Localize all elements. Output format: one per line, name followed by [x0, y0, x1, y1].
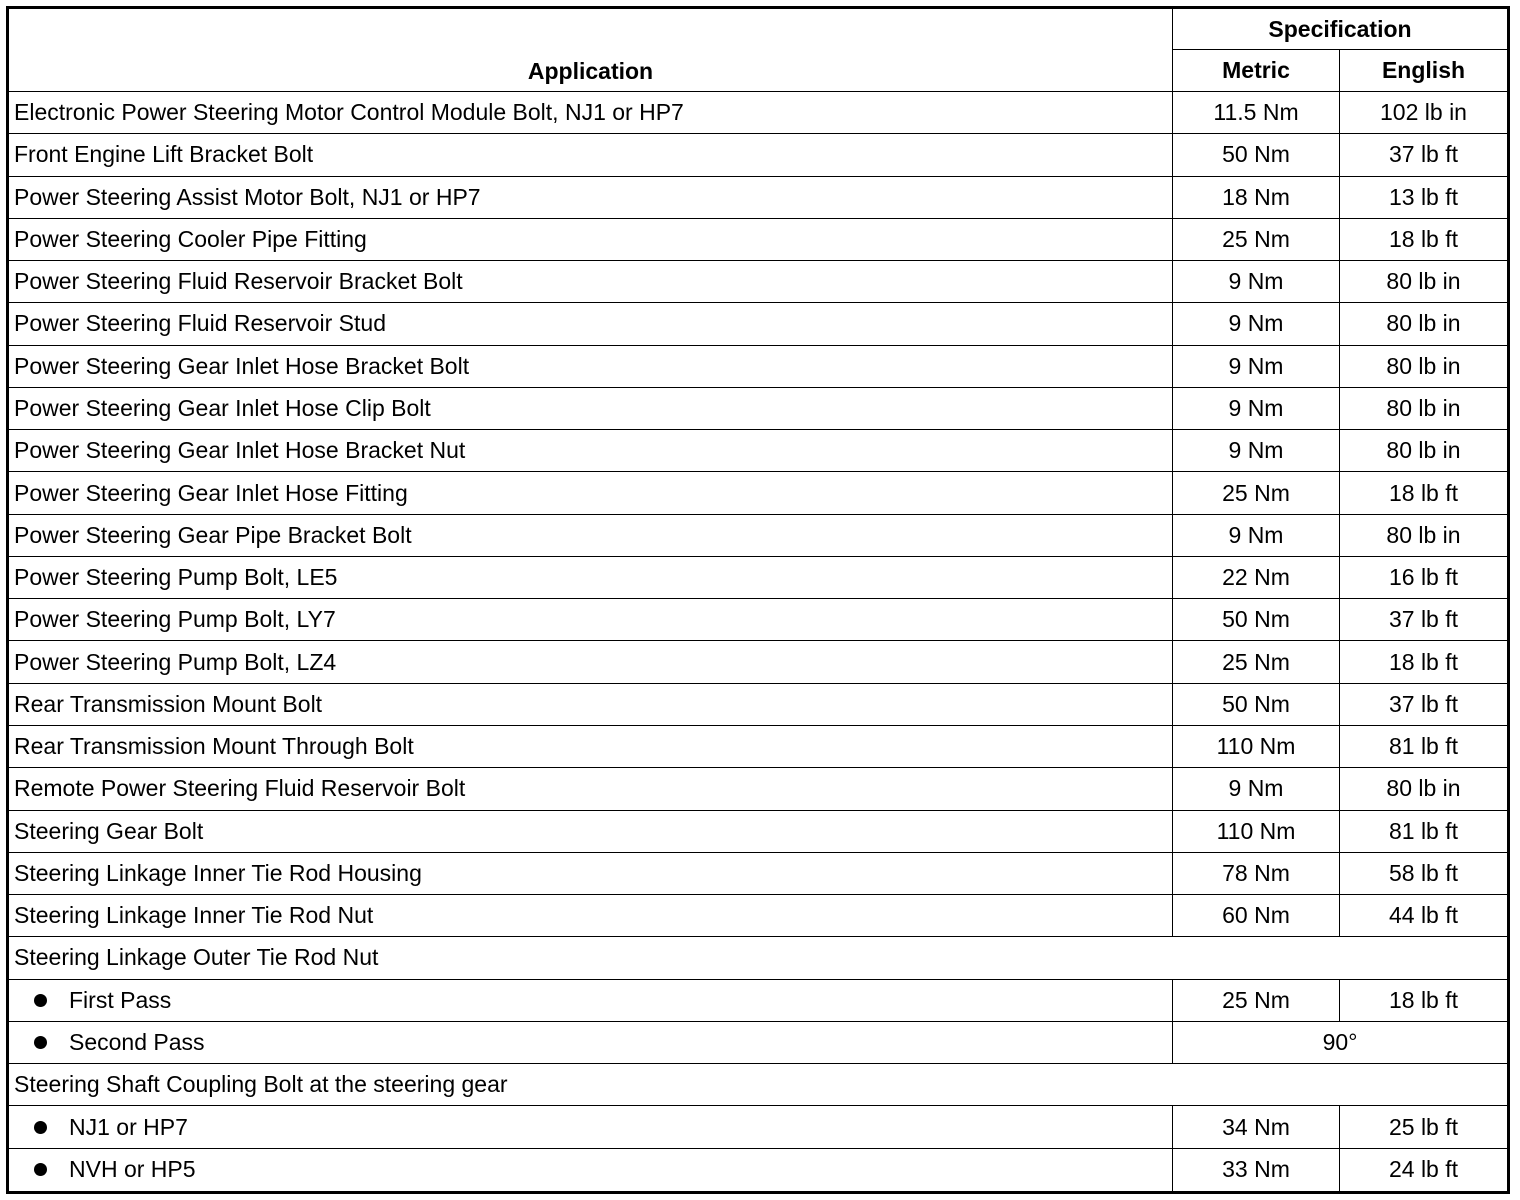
- english-cell: 18 lb ft: [1340, 641, 1509, 683]
- english-cell: 18 lb ft: [1340, 979, 1509, 1021]
- metric-cell: 25 Nm: [1173, 472, 1340, 514]
- application-cell: Power Steering Gear Inlet Hose Bracket Nut: [8, 430, 1173, 472]
- metric-cell: 9 Nm: [1173, 345, 1340, 387]
- metric-cell: 78 Nm: [1173, 852, 1340, 894]
- english-cell: 80 lb in: [1340, 768, 1509, 810]
- table-row: [8, 810, 1509, 852]
- english-cell: 80 lb in: [1340, 514, 1509, 556]
- metric-cell: 25 Nm: [1173, 979, 1340, 1021]
- table-row: [8, 852, 1509, 894]
- coupling-item-label: NVH or HP5: [69, 1156, 196, 1183]
- group-header-row: [8, 937, 1509, 979]
- english-cell: 81 lb ft: [1340, 725, 1509, 767]
- application-cell: Power Steering Fluid Reservoir Bracket Bolt: [8, 261, 1173, 303]
- application-cell: Power Steering Cooler Pipe Fitting: [8, 218, 1173, 260]
- application-cell: [8, 979, 1173, 1021]
- outer-tie-rod-group-title: Steering Linkage Outer Tie Rod Nut: [8, 937, 1509, 979]
- metric-cell: 110 Nm: [1173, 725, 1340, 767]
- table-row: [8, 979, 1509, 1021]
- group-header-row: [8, 1064, 1509, 1106]
- application-cell: [8, 1148, 1173, 1192]
- application-cell: Power Steering Gear Inlet Hose Bracket Bolt: [8, 345, 1173, 387]
- table-row: [8, 599, 1509, 641]
- metric-cell: 11.5 Nm: [1173, 92, 1340, 134]
- english-cell: 80 lb in: [1340, 430, 1509, 472]
- table-row: [8, 514, 1509, 556]
- application-cell: Rear Transmission Mount Bolt: [8, 683, 1173, 725]
- second-pass-label: Second Pass: [69, 1028, 205, 1055]
- english-cell: 80 lb in: [1340, 345, 1509, 387]
- english-cell: 18 lb ft: [1340, 218, 1509, 260]
- shaft-coupling-group-title: Steering Shaft Coupling Bolt at the steering gear: [8, 1064, 1509, 1106]
- table-row: [8, 683, 1509, 725]
- english-cell: 37 lb ft: [1340, 599, 1509, 641]
- metric-cell: 9 Nm: [1173, 430, 1340, 472]
- table-row: [8, 92, 1509, 134]
- table-row: [8, 1106, 1509, 1148]
- table-row: [8, 725, 1509, 767]
- table-row: [8, 345, 1509, 387]
- application-cell: Power Steering Gear Inlet Hose Fitting: [8, 472, 1173, 514]
- application-cell: [8, 1106, 1173, 1148]
- application-cell: Steering Linkage Inner Tie Rod Housing: [8, 852, 1173, 894]
- application-cell: Power Steering Pump Bolt, LY7: [8, 599, 1173, 641]
- application-cell: Remote Power Steering Fluid Reservoir Bolt: [8, 768, 1173, 810]
- english-cell: 18 lb ft: [1340, 472, 1509, 514]
- english-cell: 80 lb in: [1340, 303, 1509, 345]
- table-row: [8, 556, 1509, 598]
- metric-cell: 9 Nm: [1173, 514, 1340, 556]
- table-row: [8, 1021, 1509, 1063]
- application-cell: Front Engine Lift Bracket Bolt: [8, 134, 1173, 176]
- metric-cell: 60 Nm: [1173, 895, 1340, 937]
- english-cell: 13 lb ft: [1340, 176, 1509, 218]
- table-row: [8, 176, 1509, 218]
- english-cell: 37 lb ft: [1340, 134, 1509, 176]
- application-column-header: Application: [8, 8, 1173, 92]
- bullet-icon: [34, 1036, 47, 1049]
- torque-specification-table: [6, 6, 1510, 1194]
- metric-cell: 9 Nm: [1173, 303, 1340, 345]
- table-row: [8, 1148, 1509, 1192]
- application-cell: Steering Linkage Inner Tie Rod Nut: [8, 895, 1173, 937]
- application-cell: Power Steering Gear Pipe Bracket Bolt: [8, 514, 1173, 556]
- english-cell: 44 lb ft: [1340, 895, 1509, 937]
- application-cell: [8, 1021, 1173, 1063]
- bullet-icon: [34, 994, 47, 1007]
- metric-cell: 9 Nm: [1173, 768, 1340, 810]
- application-cell: Power Steering Pump Bolt, LE5: [8, 556, 1173, 598]
- table-row: [8, 768, 1509, 810]
- application-cell: Rear Transmission Mount Through Bolt: [8, 725, 1173, 767]
- metric-cell: 25 Nm: [1173, 218, 1340, 260]
- english-cell: 80 lb in: [1340, 261, 1509, 303]
- english-cell: 16 lb ft: [1340, 556, 1509, 598]
- metric-cell: 18 Nm: [1173, 176, 1340, 218]
- application-cell: Electronic Power Steering Motor Control Module Bolt, NJ1 or HP7: [8, 92, 1173, 134]
- metric-cell: 110 Nm: [1173, 810, 1340, 852]
- application-cell: Power Steering Gear Inlet Hose Clip Bolt: [8, 387, 1173, 429]
- application-cell: Steering Gear Bolt: [8, 810, 1173, 852]
- english-cell: 81 lb ft: [1340, 810, 1509, 852]
- angle-spec-cell: 90°: [1173, 1021, 1509, 1063]
- table-row: [8, 218, 1509, 260]
- header-row-top: [8, 8, 1509, 50]
- metric-cell: 9 Nm: [1173, 261, 1340, 303]
- metric-cell: 33 Nm: [1173, 1148, 1340, 1192]
- metric-cell: 34 Nm: [1173, 1106, 1340, 1148]
- table-row: [8, 430, 1509, 472]
- coupling-item-label: NJ1 or HP7: [69, 1113, 188, 1140]
- first-pass-label: First Pass: [69, 986, 172, 1013]
- metric-column-header: Metric: [1173, 50, 1340, 92]
- english-cell: 58 lb ft: [1340, 852, 1509, 894]
- specification-column-header: Specification: [1173, 8, 1509, 50]
- table-row: [8, 387, 1509, 429]
- metric-cell: 50 Nm: [1173, 599, 1340, 641]
- metric-cell: 50 Nm: [1173, 683, 1340, 725]
- english-cell: 25 lb ft: [1340, 1106, 1509, 1148]
- english-cell: 102 lb in: [1340, 92, 1509, 134]
- metric-cell: 25 Nm: [1173, 641, 1340, 683]
- metric-cell: 50 Nm: [1173, 134, 1340, 176]
- bullet-icon: [34, 1121, 47, 1134]
- english-cell: 24 lb ft: [1340, 1148, 1509, 1192]
- table-row: [8, 303, 1509, 345]
- application-cell: Power Steering Pump Bolt, LZ4: [8, 641, 1173, 683]
- english-cell: 80 lb in: [1340, 387, 1509, 429]
- table-row: [8, 472, 1509, 514]
- application-cell: Power Steering Assist Motor Bolt, NJ1 or HP7: [8, 176, 1173, 218]
- metric-cell: 22 Nm: [1173, 556, 1340, 598]
- table-row: [8, 641, 1509, 683]
- table-row: [8, 895, 1509, 937]
- application-cell: Power Steering Fluid Reservoir Stud: [8, 303, 1173, 345]
- english-cell: 37 lb ft: [1340, 683, 1509, 725]
- table-row: [8, 261, 1509, 303]
- table-row: [8, 134, 1509, 176]
- bullet-icon: [34, 1163, 47, 1176]
- metric-cell: 9 Nm: [1173, 387, 1340, 429]
- english-column-header: English: [1340, 50, 1509, 92]
